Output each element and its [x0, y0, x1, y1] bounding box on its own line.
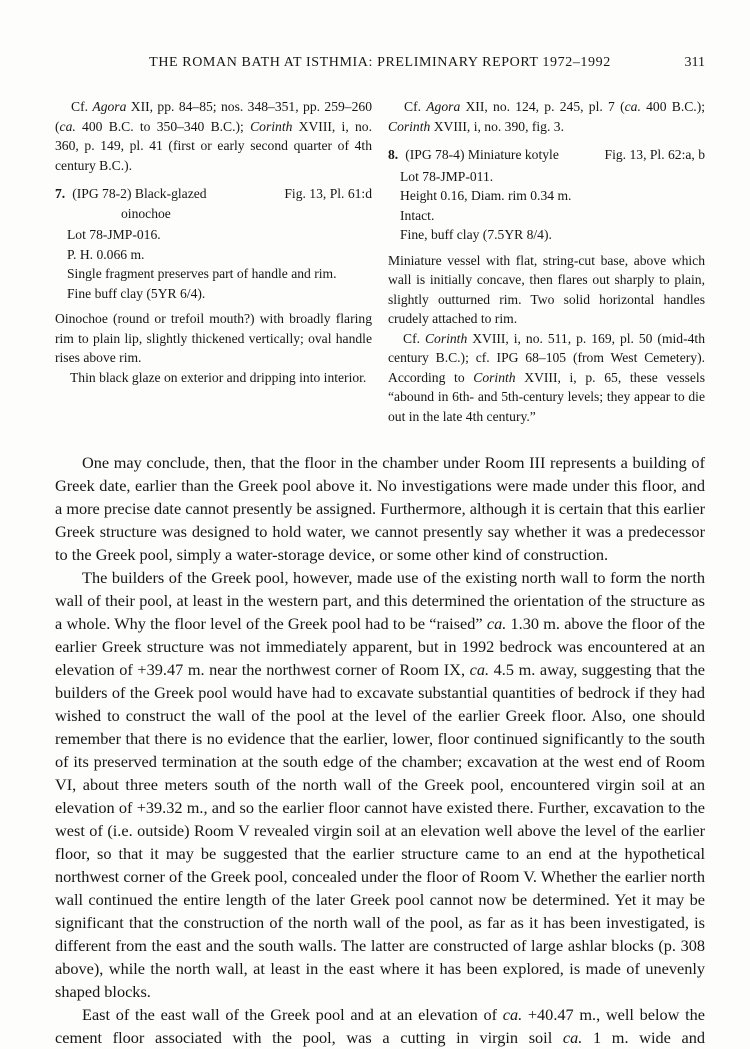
- catalog-section: [55, 97, 705, 426]
- entry-description: Miniature vessel with flat, string-cut base, above which wall is initially concave, then flares out sharply to plain, slightly outturned rim. Two solid horizontal handles crudely attached to rim.: [388, 252, 705, 326]
- catalog-entry-7: [55, 184, 372, 387]
- entry-detail-line: Single fragment preserves part of handle and rim.: [67, 266, 337, 281]
- entry-detail-line: Height 0.16, Diam. rim 0.34 m.: [400, 188, 572, 203]
- body-paragraph-2: The builders of the Greek pool, however, made use of the existing north wall to form the north wall of their pool, at least in the western part, and this determined the orientation of the structure as a whole. Why the floor level of the Greek pool had to be “raised” ca. 1.30 m. above the floor of the earlier Greek structure was not immediately apparent, but in 1992 bedrock was encountered at an elevation of +39.47 m. near the northwest corner of Room IX, ca. 4.5 m. away, suggesting that the builders of the Greek pool would have had to excavate substantial quantities of bedrock if they had wished to construct the wall of the pool at the level of the earlier Greek floor. Also, one should remember that there is no evidence that the earlier, lower, floor continued significantly to the south of its preserved termination at the south edge of the chamber; excavation at the west end of Room VI, about three meters south of the north wall of the Greek pool, encountered virgin soil at an elevation of +39.32 m., and so the earlier floor cannot have existed there. Further, excavation to the west of (i.e. outside) Room V revealed virgin soil at an elevation well above the level of the earlier floor, so that it may be suggested that the earlier structure came to an end at the hypothetical northwest corner of the Greek pool, concealed under the floor of Room V. Whether the earlier north wall continued the entire length of the later Greek pool cannot now be determined. Yet it may be significant that the construction of the north wall of the pool, as far as it has been investigated, is different from the east and the south walls. The latter are constructed of large ashlar blocks (p. 308 above), while the north wall, at least in the east where it has been explored, is made of unevenly shaped blocks.: [55, 568, 705, 1001]
- entry-figure-ref: Fig. 13, Pl. 62:a, b: [604, 147, 705, 162]
- entry-description-2: Thin black glaze on exterior and dripping into interior.: [70, 369, 367, 385]
- entry-detail-line: Lot 78-JMP-016.: [67, 227, 161, 242]
- entry-detail-line: P. H. 0.066 m.: [67, 246, 145, 262]
- page-header: [55, 55, 705, 75]
- running-title: THE ROMAN BATH AT ISTHMIA: PRELIMINARY REPORT 1972–1992: [149, 55, 611, 70]
- entry-title: (IPG 78-4) Miniature kotyle: [405, 147, 559, 162]
- entry-title: (IPG 78-2) Black-glazed: [72, 186, 207, 201]
- entry-details: [388, 167, 705, 245]
- page-number: 311: [684, 55, 705, 70]
- entry-details: [55, 225, 372, 303]
- entry-heading: [388, 145, 705, 165]
- entry-title-line2: oinochoe: [121, 205, 171, 221]
- body-text-section: [55, 451, 705, 1049]
- catalog-column-left: [55, 97, 372, 426]
- entry-cf-paragraph: Cf. Corinth XVIII, i, no. 511, p. 169, pl. 50 (mid-4th century B.C.); cf. IPG 68–105 (from West Cemetery). According to Corinth XVIII, i, p. 65, these vessels “abound in 6th- and 5th-century levels; they appear to die out in the late 4th century.”: [388, 330, 706, 424]
- body-paragraph-1: One may conclude, then, that the floor in the chamber under Room III represents a building of Greek date, earlier than the Greek pool above it. No investigations were made under this floor, and a more precise date cannot presently be assigned. Furthermore, although it is certain that this earlier Greek structure was designed to hold water, we cannot presently say whether it was a predecessor to the Greek pool, simply a water-storage device, or some other kind of construction.: [55, 453, 705, 564]
- entry-detail-line: Lot 78-JMP-011.: [400, 168, 494, 184]
- entry-detail-line: Fine, buff clay (7.5YR 8/4).: [400, 227, 552, 242]
- catalog-column-right: [388, 97, 705, 426]
- entry-detail-line: Fine buff clay (5YR 6/4).: [67, 285, 206, 301]
- entry-number: 7.: [55, 186, 66, 201]
- entry-number: 8.: [388, 147, 399, 162]
- catalog-entry-8: [388, 145, 705, 426]
- entry-detail-line: Intact.: [400, 207, 435, 223]
- reference-paragraph: Cf. Agora XII, pp. 84–85; nos. 348–351, pp. 259–260 (ca. 400 B.C. to 350–340 B.C.); Corinth XVIII, i, no. 360, p. 149, pl. 41 (first or early second quarter of 4th century B.C.).: [55, 99, 372, 173]
- body-paragraph-3: East of the east wall of the Greek pool and at an elevation of ca. +40.47 m., well below the cement floor associated with the pool, was a cutting in virgin soil ca. 1 m. wide and: [55, 1005, 706, 1047]
- entry-heading: [55, 184, 372, 204]
- reference-paragraph: Cf. Agora XII, no. 124, p. 245, pl. 7 (ca. 400 B.C.); Corinth XVIII, i, no. 390, fig. 3.: [388, 99, 705, 134]
- entry-figure-ref: Fig. 13, Pl. 61:d: [284, 186, 372, 201]
- entry-description: Oinochoe (round or trefoil mouth?) with broadly flaring rim to plain lip, slightly thickened vertically; oval handle rises above rim.: [55, 311, 372, 365]
